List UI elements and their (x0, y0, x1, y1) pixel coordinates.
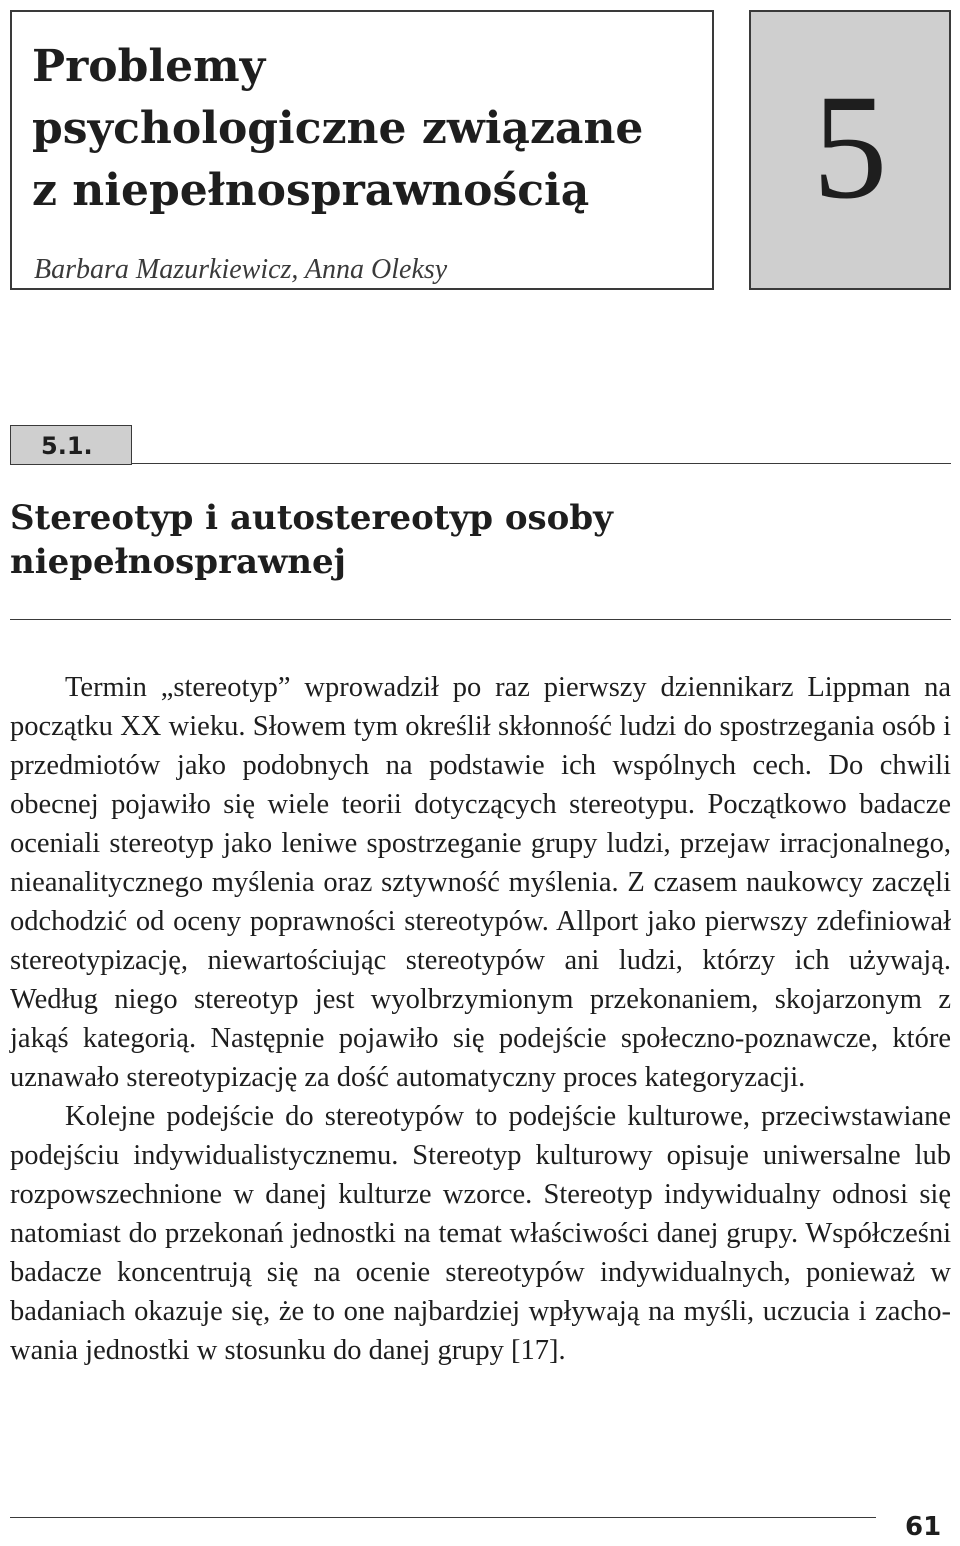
page-number: 61 (905, 1512, 942, 1542)
body-paragraph-1: Termin „stereotyp” wprowadził po raz pierwszy dziennikarz Lippman na początku XX wieku. Słowem tym określił skłonność ludzi do spostrzegania osób i przedmiotów jako podobnych na podstawie ich wspólnych cech. Do chwili obecnej pojawiło się wiele teorii dotyczących stereotypu. Początkowo badacze oceniali stereotyp jako leniwe spostrzeganie grupy ludzi, przejaw irracjonalnego, nieanalitycznego myślenia oraz sztywność myślenia. Z czasem naukowcy zaczęli odchodzić od oceny poprawności stereotypów. Allport jako pierwszy zdefiniował stereotypizację, niewartościując stereotypów ani ludzi, którzy ich używają. Według niego stereotyp jest wyolbrzymionym przekonaniem, skojarzonym z jakąś kategorią. Następnie pojawiło się podejście społeczno-poznawcze, które uznawało stereotypizację za dość automatyczny proces kategoryzacji. (10, 672, 951, 1093)
footer-rule (10, 1517, 876, 1518)
section-number-tab (10, 425, 132, 465)
chapter-title: Problemy psychologiczne związane z niepełnosprawnością (32, 41, 644, 216)
section-rule-top (132, 463, 951, 464)
section-title: Stereotyp i autostereotyp osoby niepełnosprawnej (10, 498, 613, 582)
chapter-title-box (10, 10, 714, 290)
section-rule-bottom (10, 619, 951, 620)
body-text (10, 668, 951, 1370)
body-paragraph-2: Kolejne podejście do stereotypów to podejście kulturowe, przeciwstawiane podejściu indywidualistycznemu. Stereotyp kulturowy opisuje uniwersalne lub rozpowszechnione w danej kulturze wzorce. Stereotyp indywidualny odnosi się natomiast do przekonań jednostki na temat właściwości danej grupy. Współcześni badacze koncentrują się na ocenie stereotypów indywidualnych, ponieważ w badaniach okazuje się, że to one najbardziej wpływają na myśli, uczucia i zachowania jednostki w stosunku do danej grupy [17]. (10, 1101, 951, 1366)
chapter-number-box (749, 10, 951, 290)
section-number: 5.1. (41, 432, 93, 460)
chapter-number: 5 (812, 64, 888, 230)
chapter-authors: Barbara Mazurkiewicz, Anna Oleksy (34, 254, 448, 285)
